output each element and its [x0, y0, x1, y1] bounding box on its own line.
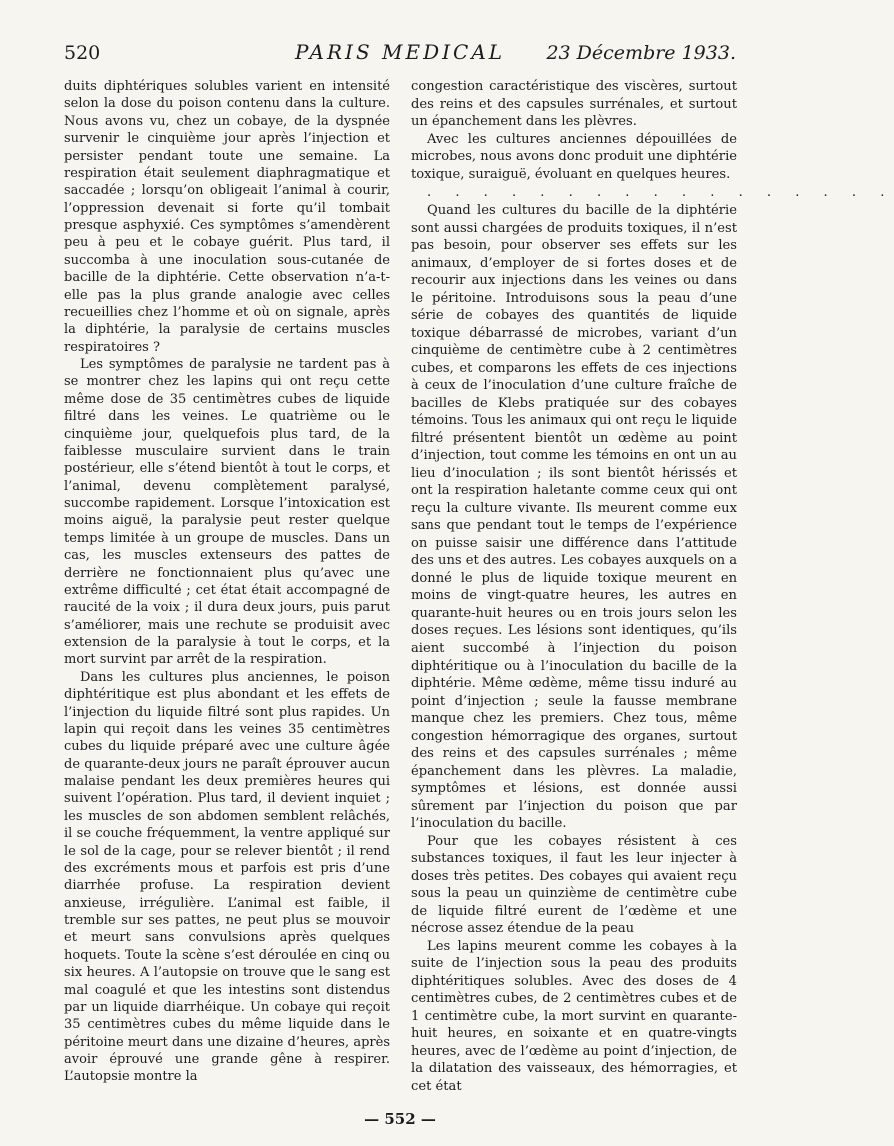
paragraph: Les lapins meurent comme les cobayes à la suite de l’injection sous la peau des produits diphtéritiques solubles. Avec des doses de 4 centimètres cubes, de 2 centimètres cubes et de 1 centimètre cube, la mort survint en quarante-huit heures, en soixante et en quatre-vingts heures, avec de l’œdème au point d’injection, de la dilatation des vaisseaux, des hémorragies, et cet état [411, 938, 737, 1094]
right-column [411, 78, 894, 1095]
paragraph: Avec les cultures anciennes dépouillées de microbes, nous avons donc produit une diphtérie toxique, suraiguë, évoluant en quelques heures. [411, 131, 737, 182]
left-column [64, 78, 390, 1086]
paragraph: congestion caractéristique des viscères, surtout des reins et des capsules surrénales, et surtout un épanchement dans les plèvres. [411, 79, 737, 130]
paragraph: Dans les cultures plus anciennes, le poison diphtéritique est plus abondant et les effets de l’injection du liquide filtré sont plus rapides. Un lapin qui reçoit dans les veines 35 centimètres cubes du liquide préparé avec une culture âgée de quarante-deux jours ne paraît éprouver aucun malaise pendant les deux premières heures qui suivent l’opération. Plus tard, il devient inquiet ; les muscles de son abdomen semblent relâchés, il se couche fréquemment, la ventre appliqué sur le sol de la cage, pour se relever bientôt ; il rend des excréments mous et parfois est pris d’une diarrhée profuse. La respiration devient anxieuse, irrégulière. L’animal est faible, il tremble sur ses pattes, ne peut plus se mouvoir et meurt sans convulsions après quelques hoquets. Toute la scène s’est déroulée en cinq ou six heures. A l’autopsie on trouve que le sang est mal coagulé et que les intestins sont distendus par un liquide diarrhéique. Un cobaye qui reçoit 35 centimètres cubes du même liquide dans le péritoine meurt dans une dizaine d’heures, après avoir éprouvé une grande gêne à respirer. L’autopsie montre la [64, 669, 390, 1085]
journal-title: PARIS MEDICAL [294, 40, 506, 64]
page-header [64, 40, 736, 70]
page-footer-number: — 552 — [364, 1110, 436, 1128]
paragraph: Quand les cultures du bacille de la diphtérie sont aussi chargées de produits toxiques, il n’est pas besoin, pour observer ses effets sur les animaux, d’employer de si fortes doses et de recourir aux injections dans les veines ou dans le péritoine. Introduisons sous la peau d’une série de cobayes des quantités de liquide toxique débarrassé de microbes, variant d’un cinquième de centimètre cube à 2 centimètres cubes, et comparons les effets de ces injections à ceux de l’inoculation d’une culture fraîche de bacilles de Klebs pratiquée sur des cobayes témoins. Tous les animaux qui ont reçu le liquide filtré présentent bientôt un œdème au point d’injection, tout comme les témoins en ont un au lieu d’inoculation ; ils sont bientôt hérissés et ont la respiration haletante comme ceux qui ont reçu la culture vivante. Ils meurent comme eux sans que pendant tout le temps de l’expérience on puisse saisir une différence dans l’attitude des uns et des autres. Les cobayes auxquels on a donné le plus de liquide toxique meurent en moins de vingt-quatre heures, les autres en quarante-huit heures ou en trois jours selon les doses reçues. Les lésions sont identiques, qu’ils aient succombé à l’injection du poison diphtéritique ou à l’inoculation du bacille de la diphtérie. Même œdème, même tissu induré au point d’injection ; seule la fausse membrane manque chez les premiers. Chez tous, même congestion hémorragique des organes, surtout des reins et des capsules surrénales ; même épanchement dans les plèvres. La maladie, symptômes et lésions, est donnée aussi sûrement par l’injection du poison que par l’inoculation du bacille. [411, 203, 737, 832]
page-number: 520 [64, 42, 101, 64]
paragraph: Les symptômes de paralysie ne tardent pas à se montrer chez les lapins qui ont reçu cette même dose de 35 centimètres cubes de liquide filtré dans les veines. Le quatrième ou le cinquième jour, quelquefois plus tard, de la faiblesse musculaire survient dans le train postérieur, elle s’étend bientôt à tout le corps, et l’animal, devenu complètement paralysé, succombe rapidement. Lorsque l’intoxication est moins aiguë, la paralysie peut rester quelque temps limitée à un groupe de muscles. Dans un cas, les muscles extenseurs des pattes de derrière ne fonctionnaient plus qu’avec une extrême difficulté ; cet état était accompagné de raucité de la voix ; il dura deux jours, puis parut s’améliorer, mais une rechute se produisit avec extension de la paralysie à tout le corps, et la mort survint par arrêt de la respiration. [64, 357, 390, 668]
paragraph: Pour que les cobayes résistent à ces substances toxiques, il faut les leur injecter à doses très petites. Des cobayes qui avaient reçu sous la peau un quinzième de centimètre cube de liquide filtré eurent de l’œdème et une nécrose assez étendue de la peau [411, 833, 737, 937]
ellipsis-separator: . . . . . . . . . . . . . . . . . [427, 185, 894, 201]
issue-date: 23 Décembre 1933. [546, 42, 736, 64]
paragraph: duits diphtériques solubles varient en intensité selon la dose du poison contenu dans la culture. Nous avons vu, chez un cobaye, de la dyspnée survenir le cinquième jour après l’injection et persister pendant toute une semaine. La respiration était seulement diaphragmatique et saccadée ; lorsqu’on obligeait l’animal à courir, l’oppression devenait si forte qu’il tombait presque asphyxié. Ces symptômes s’amendèrent peu à peu et le cobaye guérit. Plus tard, il succomba à une inoculation sous-cutanée de bacille de la diphtérie. Cette observation n’a-t-elle pas la plus grande analogie avec celles recueillies chez l’homme et où on signale, après la diphtérie, la paralysie de certains muscles respiratoires ? [64, 79, 390, 355]
